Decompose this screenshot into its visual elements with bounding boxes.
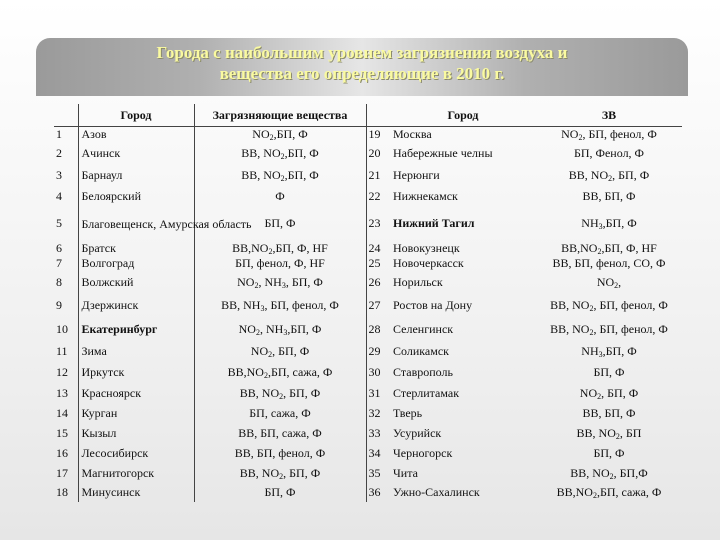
table-row (54, 342, 682, 362)
city-name-left: Братск (78, 241, 194, 256)
city-name-left: Минусинск (78, 484, 194, 502)
substances-left: БП, Ф (194, 207, 366, 241)
table-row (54, 424, 682, 444)
row-number-right: 25 (366, 256, 390, 272)
row-number-left: 11 (56, 344, 68, 358)
row-number-left: 16 (56, 446, 68, 460)
substances-left: БП, Ф (194, 484, 366, 502)
table-row (54, 444, 682, 464)
substances-left: $NO_2$, $NH_3,БП$, Ф (194, 318, 366, 342)
table-row (54, 272, 682, 294)
city-name-right: Селенгинск (393, 322, 454, 336)
row-number-left: 10 (56, 322, 68, 336)
city-name-left: Лесосибирск (78, 444, 194, 464)
row-number-left: 6 (56, 240, 62, 255)
city-name-left: Зима (78, 342, 194, 362)
row-number-right: 29 (366, 342, 390, 362)
substances-left: $NO_2$, БП, Ф (194, 342, 366, 362)
row-number-right: 19 (366, 127, 390, 143)
substances-left: ВВ, БП, сажа, Ф (194, 424, 366, 444)
header-city-right: Город (390, 104, 536, 127)
row-number-right: 35 (366, 464, 390, 484)
table-row (54, 404, 682, 424)
city-name-right: Набережные челны (393, 146, 493, 160)
row-number-right: 21 (366, 165, 390, 187)
city-name-left: Кызыл (78, 424, 194, 444)
city-name-left: Волгоград (78, 256, 194, 272)
substances-right: $NH_3,БП$, Ф (581, 216, 637, 231)
substances-right: $NO_2$, БП, Ф (579, 386, 639, 401)
city-name-right: Стерлитамак (393, 386, 460, 400)
city-name-right: Соликамск (393, 344, 449, 358)
substances-right: $ВВ,NO_2,БП$, Ф, HF (561, 240, 657, 256)
substances-right: ВВ, $NO_2$, БП, фенол, Ф (550, 322, 668, 337)
header-substances-left: Загрязняющие вещества (194, 104, 366, 127)
row-number-left: 5 (56, 216, 62, 230)
substances-right: $NO_2$, БП, фенол, Ф (561, 127, 657, 143)
page-title (36, 42, 688, 84)
table-row (54, 318, 682, 342)
city-name-left: Ачинск (78, 143, 194, 165)
city-name-left: Иркутск (78, 362, 194, 384)
substances-left: ВВ, $NO_2,БП$, Ф (194, 143, 366, 165)
row-number-right: 36 (366, 484, 390, 502)
city-name-right: Черногорск (393, 446, 453, 460)
header-substances-right: ЗВ (536, 104, 682, 127)
substances-right: БП, Ф (593, 446, 625, 460)
table-row (54, 187, 682, 207)
row-number-left: 12 (56, 365, 68, 379)
substances-left: ВВ, $NO_2$, БП, Ф (194, 464, 366, 484)
table-row (54, 362, 682, 384)
row-number-right: 27 (366, 294, 390, 318)
city-name-left: Дзержинск (78, 294, 194, 318)
table-row (54, 207, 682, 241)
city-name-right: Новочеркасск (393, 256, 464, 270)
table-row (54, 241, 682, 256)
substances-right: $NH_3,БП$, Ф (581, 344, 637, 359)
row-number-left: 1 (56, 127, 62, 142)
row-number-left: 14 (56, 406, 68, 420)
row-number-left: 15 (56, 426, 68, 440)
row-number-left: 2 (56, 146, 62, 160)
substances-left: ВВ, $NO_2$, БП, Ф (194, 384, 366, 404)
substances-right: $NO_2$, (596, 275, 622, 290)
row-number-right: 24 (366, 241, 390, 256)
row-number-right: 20 (366, 143, 390, 165)
table-row (54, 294, 682, 318)
substances-left: БП, фенол, Ф, HF (194, 256, 366, 272)
substances-left: БП, сажа, Ф (194, 404, 366, 424)
row-number-left: 18 (56, 485, 68, 499)
city-name-left: Барнаул (78, 165, 194, 187)
substances-right: ВВ, $NO_2$, БП (576, 426, 642, 441)
row-number-right: 23 (366, 207, 390, 241)
substances-left: ВВ, $NH_3$, БП, фенол, Ф (194, 294, 366, 318)
city-name-left: Красноярск (78, 384, 194, 404)
substances-right: ВВ, БП, Ф (582, 189, 636, 203)
table-row (54, 464, 682, 484)
header-city-left: Город (78, 104, 194, 127)
city-name-right: Тверь (393, 406, 423, 420)
row-number-left: 8 (56, 275, 62, 289)
city-name-left: Благовещенск, Амурская область (78, 207, 194, 241)
substances-left: ВВ, БП, фенол, Ф (194, 444, 366, 464)
row-number-left: 17 (56, 466, 68, 480)
row-number-right: 33 (366, 424, 390, 444)
city-name-left: Екатеринбург (78, 318, 194, 342)
city-name-right: Москва (393, 127, 432, 142)
row-number-right: 22 (366, 187, 390, 207)
substances-left: $NO_2,БП$, Ф (194, 127, 366, 143)
table-row (54, 143, 682, 165)
substances-right: ВВ, БП, Ф (582, 406, 636, 420)
table-row (54, 165, 682, 187)
substances-right: ВВ, $NO_2$, БП, Ф (568, 168, 650, 183)
row-number-right: 28 (366, 318, 390, 342)
table-row (54, 256, 682, 272)
city-name-right: Новокузнецк (393, 240, 460, 255)
row-number-left: 7 (56, 256, 62, 270)
substances-right: $ВВ,NO_2,БП$, сажа, Ф (556, 485, 662, 500)
city-name-right: Чита (393, 466, 418, 480)
row-number-left: 4 (56, 189, 62, 203)
header-number-left (54, 104, 78, 127)
substances-right: ВВ, БП, фенол, CO, Ф (552, 256, 666, 270)
table-row (54, 484, 682, 502)
pollution-table (54, 104, 682, 502)
city-name-left: Белоярский (78, 187, 194, 207)
city-name-right: Ужно-Сахалинск (393, 485, 480, 499)
row-number-right: 31 (366, 384, 390, 404)
substances-right: ВВ, $NO_2$, БП,Ф (570, 466, 648, 481)
city-name-right: Норильск (393, 275, 443, 289)
table-row (54, 127, 682, 143)
title-line-2: вещества его определяющие в 2010 г. (219, 64, 505, 83)
substances-left: $ВВ,NO_2,БП$, сажа, Ф (194, 362, 366, 384)
city-name-left: Волжский (78, 272, 194, 294)
city-name-left: Магнитогорск (78, 464, 194, 484)
city-name-right: Ставрополь (393, 365, 453, 379)
city-name-right: Нижнекамск (393, 189, 458, 203)
table-row (54, 384, 682, 404)
city-name-right: Ростов на Дону (393, 298, 473, 312)
row-number-left: 3 (56, 168, 62, 182)
city-name-left: Азов (78, 127, 194, 143)
row-number-left: 13 (56, 386, 68, 400)
substances-right: БП, Фенол, Ф (573, 146, 645, 160)
header-number-right (366, 104, 390, 127)
row-number-right: 32 (366, 404, 390, 424)
row-number-right: 34 (366, 444, 390, 464)
substances-right: БП, Ф (593, 365, 625, 379)
substances-right: ВВ, $NO_2$, БП, фенол, Ф (550, 298, 668, 313)
substances-left: ВВ, $NO_2,БП$, Ф (194, 165, 366, 187)
substances-left: $NO_2$, $NH_3$, БП, Ф (194, 272, 366, 294)
row-number-right: 30 (366, 362, 390, 384)
substances-left: Ф (194, 187, 366, 207)
city-name-right: Нерюнги (393, 168, 440, 182)
city-name-right: Усурийск (393, 426, 442, 440)
title-line-1: Города с наибольшим уровнем загрязнения воздуха и (156, 43, 568, 62)
substances-left: $ВВ,NO_2,БП$, Ф, HF (194, 241, 366, 256)
row-number-left: 9 (56, 298, 62, 312)
table-header-row (54, 104, 682, 127)
city-name-right: Нижний Тагил (393, 216, 475, 230)
city-name-left: Курган (78, 404, 194, 424)
row-number-right: 26 (366, 272, 390, 294)
